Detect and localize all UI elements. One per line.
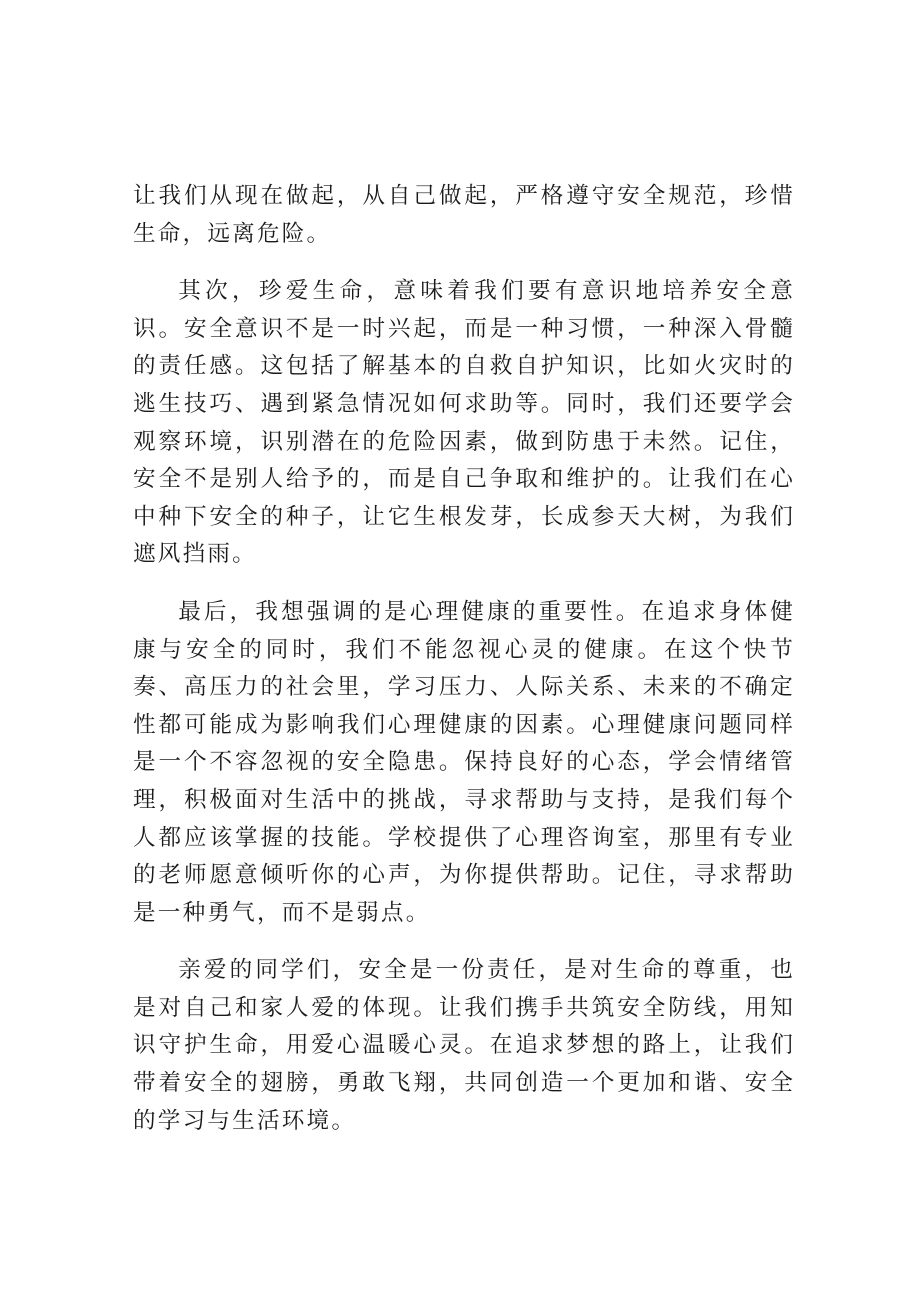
paragraph-4: 亲爱的同学们，安全是一份责任，是对生命的尊重，也是对自己和家人爱的体现。让我们携手共筑安全防线，用知识守护生命，用爱心温暖心灵。在追求梦想的路上，让我们带着安全的翅膀，勇敢飞翔，共同创造一个更加和谐、安全的学习与生活环境。 bbox=[133, 957, 795, 1134]
paragraph-3: 最后，我想强调的是心理健康的重要性。在追求身体健康与安全的同时，我们不能忽视心灵的健康。在这个快节奏、高压力的社会里，学习压力、人际关系、未来的不确定性都可能成为影响我们心理健康的因素。心理健康问题同样是一个不容忽视的安全隐患。保持良好的心态，学会情绪管理，积极面对生活中的挑战，寻求帮助与支持，是我们每个人都应该掌握的技能。学校提供了心理咨询室，那里有专业的老师愿意倾听你的心声，为你提供帮助。记住，寻求帮助是一种勇气，而不是弱点。 bbox=[133, 598, 795, 926]
paragraph-1: 让我们从现在做起，从自己做起，严格遵守安全规范，珍惜生命，远离危险。 bbox=[133, 183, 795, 247]
body-text bbox=[133, 178, 795, 1160]
paragraph-2: 其次，珍爱生命，意味着我们要有意识地培养安全意识。安全意识不是一时兴起，而是一种习惯，一种深入骨髓的责任感。这包括了解基本的自救自护知识，比如火灾时的逃生技巧、遇到紧急情况如何求助等。同时，我们还要学会观察环境，识别潜在的危险因素，做到防患于未然。记住，安全不是别人给予的，而是自己争取和维护的。让我们在心中种下安全的种子，让它生根发芽，长成参天大树，为我们遮风挡雨。 bbox=[133, 278, 795, 568]
